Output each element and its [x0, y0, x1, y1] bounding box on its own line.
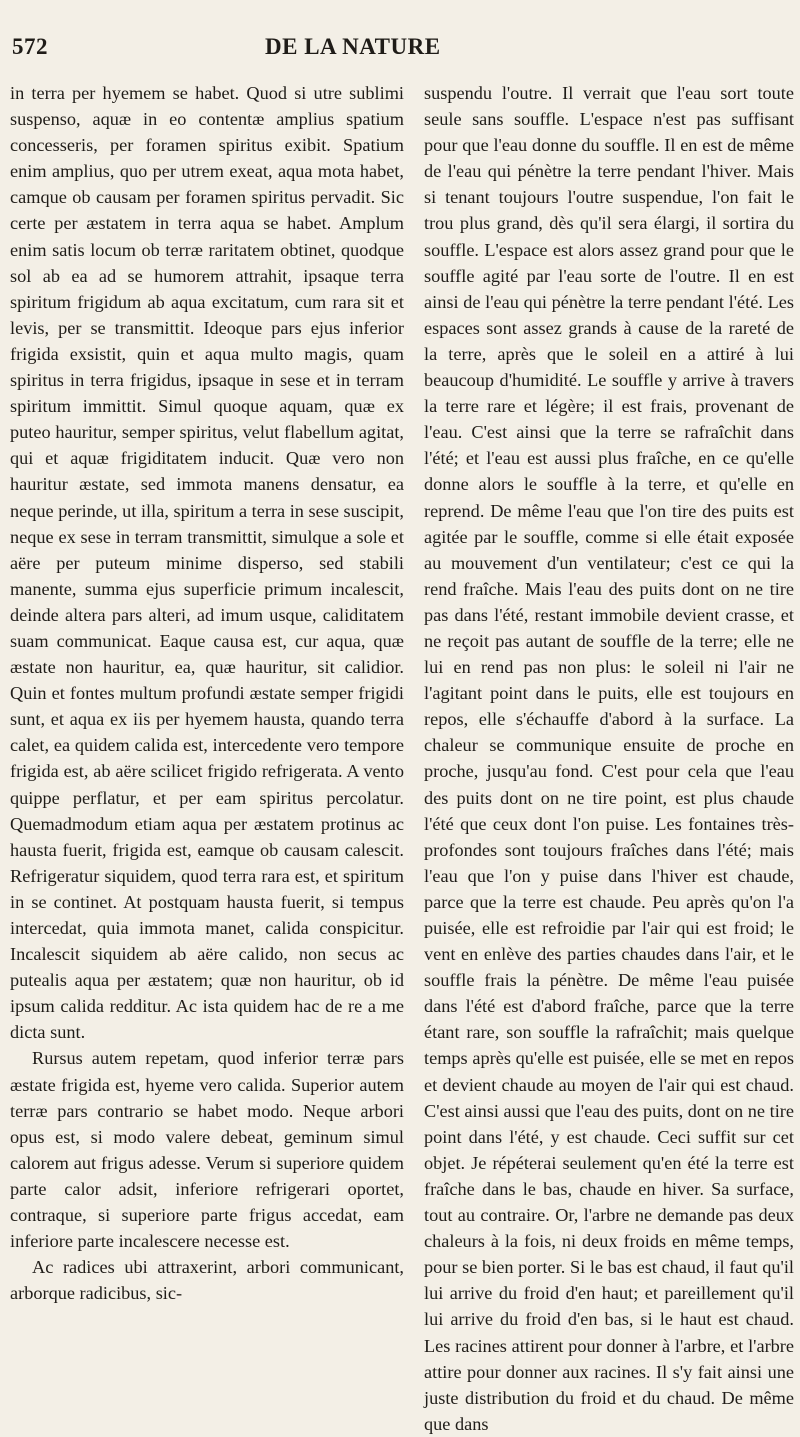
latin-paragraph-2: Rursus autem repetam, quod inferior terræ pars æstate frigida est, hyeme vero calida. Superior autem terræ pars contrario se habet modo. Neque arbori opus est, si modo valere debeat, geminum simul calorem aut frigus adesse. Verum si superiore quidem parte calor adsit, inferiore refrigerari oportet, contraque, si superiore parte frigus accedat, eam inferiore parte incalescere necesse est.: [10, 1048, 404, 1252]
latin-paragraph-3: Ac radices ubi attraxerint, arbori communicant, arborque radicibus, sic-: [10, 1257, 404, 1304]
page-header: [12, 34, 742, 70]
running-title: DE LA NATURE: [265, 34, 441, 59]
page-number: 572: [12, 34, 48, 59]
latin-paragraph-1: in terra per hyemem se habet. Quod si utre sublimi suspenso, aquæ in eo contentæ amplius spatium concesseris, per foramen spiritus exibit. Spatium enim amplius, quo per utrem exeat, aqua mota habet, camque ob causam per foramen spiritus pervadit. Sic certe per æstatem in terra aqua se habet. Amplum enim satis locum ob terræ raritatem obtinet, quodque sol ab ea ad se humorem attrahit, ipsaque terra spiritum frigidum ab aqua excitatum, cum rara sit et levis, per se transmittit. Ideoque pars ejus inferior frigida exsistit, quin et aqua multo magis, quam spiritus in terra frigidus, ipsaque in sese et in terram spiritum immittit. Simul quoque aquam, quæ ex puteo hauritur, semper spiritus, velut flabellum agitat, qui et aquæ frigiditatem inducit. Quæ vero non hauritur æstate, sed immota manens densatur, ea neque perinde, ut illa, spiritum a terra in sese suscipit, neque ex sese in terram transmittit, simulque a sole et aëre per puteum minime disperso, sed stabili manente, summa ejus superficie primum incalescit, deinde altera pars alteri, ad imum usque, caliditatem suam communicat. Eaque causa est, cur aqua, quæ æstate non hauritur, ea, quæ hauritur, sit calidior. Quin et fontes multum profundi æstate semper frigidi sunt, et aqua ex iis per hyemem hausta, quando terra calet, ea quidem calida est, intercedente vero tempore frigida est, ab aëre scilicet frigido refrigerata. A vento quippe perflatur, et per eam spiritus percolatur. Quemadmodum etiam aqua per æstatem protinus ac hausta fuerit, frigida est, eamque ob causam calescit. Refrigeratur siquidem, quod terra rara est, et spiritum in se continet. At postquam hausta fuerit, si tempus intercedat, quia immota manet, calida conspicitur. Incalescit siquidem ab aëre calido, non secus ac putealis aqua per æstatem; quæ non hauritur, ob id ipsum calida redditur. Ac ista quidem hac de re a me dicta sunt.: [10, 83, 404, 1043]
french-column: [424, 80, 794, 1434]
french-paragraph-1: suspendu l'outre. Il verrait que l'eau sort toute seule sans souffle. L'espace n'est pas suffisant pour que l'eau donne du souffle. Il en est de même de l'eau qui pénètre la terre pendant l'hiver. Mais si tenant toujours l'outre suspendue, l'on fait le trou plus grand, dès qu'il sera élargi, il sortira du souffle. L'espace est alors assez grand pour que le souffle agité par l'eau sorte de l'outre. Il en est ainsi de l'eau qui pénètre la terre pendant l'été. Les espaces sont assez grands à cause de la rareté de la terre, après que le soleil en a attiré à lui beaucoup d'humidité. Le souffle y arrive à travers la terre rare et légère; il est frais, provenant de l'eau. C'est ainsi que la terre se rafraîchit dans l'été; et l'eau est aussi plus fraîche, en ce qu'elle donne alors le souffle à la terre, et qu'elle en reprend. De même l'eau que l'on tire des puits est agitée par le souffle, comme si elle était exposée au mouvement d'un ventilateur; c'est ce qui la rend fraîche. Mais l'eau des puits dont on ne tire pas dans l'été, restant immobile devient crasse, et ne reçoit pas autant de souffle de la terre; elle ne lui en rend pas non plus: le soleil ni l'air ne l'agitant point dans le puits, elle est toujours en repos, elle s'échauffe d'abord à la surface. La chaleur se communique ensuite de proche en proche, jusqu'au fond. C'est pour cela que l'eau des puits dont on ne tire point, est plus chaude l'été que ceux dont l'on puise. Les fontaines très-profondes sont toujours fraîches dans l'été; mais l'eau que l'on y puise dans l'hiver est chaude, parce que la terre est chaude. Peu après qu'on l'a puisée, elle est refroidie par l'air qui est froid; le vent en enlève des parties chaudes dans l'air, et le souffle frais la pénètre. De même l'eau puisée dans l'été est d'abord fraîche, parce que la terre étant rare, son souffle la rafraîchit; mais quelque temps après qu'elle est puisée, elle se met en repos et devient chaude au moyen de l'air qui est chaud. C'est ainsi aussi que l'eau des puits, dont on ne tire point dans l'été, y est chaude. Ceci suffit sur cet objet. Je répéterai seulement qu'en été la terre est fraîche dans le bas, chaude en hiver. Sa surface, tout au contraire. Or, l'arbre ne demande pas deux chaleurs à la fois, ni deux froids en même temps, pour se bien porter. Si le bas est chaud, il faut qu'il lui arrive du froid d'en haut; et pareillement qu'il lui arrive du froid d'en bas, si le haut est chaud. Les racines attirent pour donner à l'arbre, et l'arbre attire pour donner aux racines. Il s'y fait ainsi une juste distribution du froid et du chaud. De même que dans: [424, 83, 794, 1434]
latin-column: [10, 80, 404, 1360]
